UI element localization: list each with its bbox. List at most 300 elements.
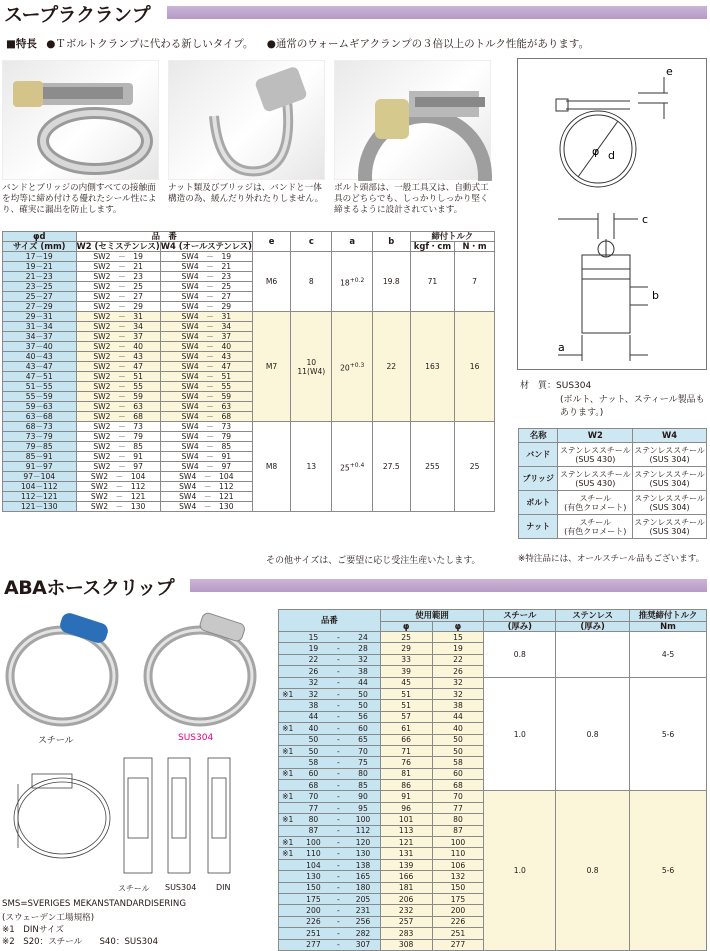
aba-title: ABAホースクリップ bbox=[4, 577, 175, 599]
material-w4-type: ステンレススチール bbox=[634, 469, 705, 479]
feature-2: ●通常のウォームギアクランプの３倍以上のトルク性能があります。 bbox=[266, 38, 590, 50]
aba-steel-label: スチール bbox=[38, 736, 74, 746]
material-w4 bbox=[633, 491, 707, 515]
w2-cell: SW2 － 97 bbox=[76, 462, 160, 472]
material-w2-spec: (有色クロメート) bbox=[564, 502, 627, 512]
aba-dash-cell: - bbox=[330, 928, 346, 939]
aba-from-cell: 200 bbox=[296, 905, 330, 916]
aba-dash-cell: - bbox=[330, 802, 346, 813]
aba-min-cell: 277 bbox=[432, 939, 484, 950]
aba-dash-cell: - bbox=[330, 882, 346, 893]
clamp-photo-1 bbox=[2, 60, 159, 180]
aba-min-cell: 38 bbox=[432, 700, 484, 711]
photo-caption-3: ボルト頭部は、一般工具又は、自動式工具のどちらでも、しっかりしっかり堅く締まるように設計されています。 bbox=[334, 183, 489, 215]
aba-dash-cell: - bbox=[330, 859, 346, 870]
aba-from-cell: 32 bbox=[296, 677, 330, 688]
aba-to-cell: 231 bbox=[346, 905, 380, 916]
aba-dash-cell: - bbox=[330, 723, 346, 734]
aba-from-cell: 38 bbox=[296, 700, 330, 711]
size-cell: 43－47 bbox=[3, 362, 77, 372]
w2-cell: SW2 － 59 bbox=[76, 392, 160, 402]
w2-cell: SW2 － 73 bbox=[76, 422, 160, 432]
aba-to-cell: 95 bbox=[346, 802, 380, 813]
a-tolerance: +0.3 bbox=[349, 361, 365, 369]
material-name: ボルト bbox=[519, 491, 558, 515]
supra-spec-table bbox=[2, 231, 495, 512]
aba-from-cell: 50 bbox=[296, 734, 330, 745]
aba-mark-cell bbox=[279, 666, 297, 677]
aba-table-row bbox=[279, 677, 707, 688]
aba-min-cell: 40 bbox=[432, 723, 484, 734]
aba-max-cell: 232 bbox=[380, 905, 432, 916]
supra-table-row bbox=[3, 422, 495, 432]
aba-mark-cell: ※1 bbox=[279, 768, 297, 779]
dim-c-label: c bbox=[642, 213, 649, 226]
aba-max-cell: 308 bbox=[380, 939, 432, 950]
size-cell: 25－27 bbox=[3, 292, 77, 302]
a-cell bbox=[332, 312, 373, 422]
clamp-diagram-icon bbox=[518, 59, 708, 371]
w4-cell: SW4 － 29 bbox=[160, 302, 252, 312]
aba-from-cell: 44 bbox=[296, 711, 330, 722]
aba-max-cell: 283 bbox=[380, 928, 432, 939]
aba-to-cell: 138 bbox=[346, 859, 380, 870]
material-w4-type: ステンレススチール bbox=[634, 493, 705, 503]
aba-min-cell: 32 bbox=[432, 677, 484, 688]
w2-cell: SW2 － 40 bbox=[76, 342, 160, 352]
aba-from-cell: 87 bbox=[296, 825, 330, 836]
aba-to-cell: 120 bbox=[346, 837, 380, 848]
supra-footnote: その他サイズは、ご要望に応じ受注生産いたします。 bbox=[266, 556, 481, 566]
aba-steel-header: スチール bbox=[484, 610, 556, 622]
bridge-image-icon bbox=[169, 61, 326, 181]
aba-max-cell: 101 bbox=[380, 814, 432, 825]
aba-max-cell: 61 bbox=[380, 723, 432, 734]
size-cell: 34－37 bbox=[3, 332, 77, 342]
a-cell bbox=[332, 422, 373, 512]
aba-min-cell: 251 bbox=[432, 928, 484, 939]
size-cell: 31－34 bbox=[3, 322, 77, 332]
size-cell: 85－91 bbox=[3, 452, 77, 462]
aba-mark-cell bbox=[279, 928, 297, 939]
w2-cell: SW2 － 55 bbox=[76, 382, 160, 392]
size-cell: 40－43 bbox=[3, 352, 77, 362]
c-cell bbox=[291, 312, 332, 422]
w2-cell: SW2 － 47 bbox=[76, 362, 160, 372]
aba-min-cell: 32 bbox=[432, 688, 484, 699]
aba-drawing-din-label: DIN bbox=[216, 883, 231, 892]
aba-min-cell: 15 bbox=[432, 632, 484, 643]
aba-mark-cell bbox=[279, 654, 297, 665]
w4-cell: SW4 － 68 bbox=[160, 412, 252, 422]
aba-phi-max-header: φ bbox=[380, 622, 432, 632]
aba-dash-cell: - bbox=[330, 893, 346, 904]
aba-mark-cell bbox=[279, 905, 297, 916]
material-w2-type: ステンレススチール bbox=[559, 445, 631, 455]
w4-cell: SW4 － 19 bbox=[160, 252, 252, 262]
w2-cell: SW2 － 21 bbox=[76, 262, 160, 272]
material-note-1: (ボルト、ナット、スティール製品も bbox=[560, 395, 705, 405]
aba-stainless-cell: 0.8 bbox=[556, 791, 630, 950]
w4-cell: SW4 － 23 bbox=[160, 272, 252, 282]
size-cell: 17－19 bbox=[3, 252, 77, 262]
aba-sus-photo bbox=[140, 600, 268, 730]
c-value-w4: 11(W4) bbox=[297, 366, 326, 376]
aba-to-cell: 90 bbox=[346, 791, 380, 802]
aba-mark-cell: ※1 bbox=[279, 837, 297, 848]
aba-max-cell: 181 bbox=[380, 882, 432, 893]
aba-dash-cell: - bbox=[330, 780, 346, 791]
clamp-image-icon bbox=[3, 61, 160, 181]
material-row bbox=[519, 515, 707, 539]
aba-min-cell: 77 bbox=[432, 802, 484, 813]
material-w2-spec: (有色クロメート) bbox=[564, 526, 627, 536]
aba-dash-cell: - bbox=[330, 700, 346, 711]
a-header: a bbox=[332, 232, 373, 252]
aba-max-cell: 139 bbox=[380, 859, 432, 870]
aba-dash-cell: - bbox=[330, 666, 346, 677]
aba-dash-cell: - bbox=[330, 871, 346, 882]
aba-table-row bbox=[279, 791, 707, 802]
nm-header: N・m bbox=[455, 242, 495, 252]
material-w2 bbox=[558, 515, 633, 539]
material-table-note: ※特注品には、オールスチール品もございます。 bbox=[518, 554, 705, 564]
w2-cell: SW2 － 29 bbox=[76, 302, 160, 312]
size-cell: 104－112 bbox=[3, 482, 77, 492]
aba-dash-cell: - bbox=[330, 825, 346, 836]
a-value: 20 bbox=[340, 363, 350, 373]
aba-max-cell: 91 bbox=[380, 791, 432, 802]
material-w2-type: ステンレススチール bbox=[559, 469, 631, 479]
aba-drawing bbox=[2, 748, 272, 888]
w4-cell: SW4 － 85 bbox=[160, 442, 252, 452]
b-cell: 19.8 bbox=[373, 252, 411, 312]
w4-cell: SW4 － 59 bbox=[160, 392, 252, 402]
aba-dash-cell: - bbox=[330, 632, 346, 643]
aba-to-cell: 85 bbox=[346, 780, 380, 791]
aba-mark-cell: ※1 bbox=[279, 791, 297, 802]
aba-to-cell: 38 bbox=[346, 666, 380, 677]
material-w2-type: スチール bbox=[579, 493, 612, 503]
aba-stainless-cell bbox=[556, 632, 630, 678]
mt-header-name: 名称 bbox=[519, 429, 558, 443]
aba-dash-cell: - bbox=[330, 734, 346, 745]
aba-dash-cell: - bbox=[330, 814, 346, 825]
aba-dash-cell: - bbox=[330, 791, 346, 802]
aba-mark-cell bbox=[279, 825, 297, 836]
torque-header: 締付トルク bbox=[410, 232, 494, 242]
c-cell bbox=[291, 422, 332, 512]
aba-to-cell: 180 bbox=[346, 882, 380, 893]
w2-cell: SW2 － 19 bbox=[76, 252, 160, 262]
aba-from-cell: 175 bbox=[296, 893, 330, 904]
hose-clip-drawing-icon bbox=[2, 748, 272, 888]
a-cell bbox=[332, 252, 373, 312]
aba-to-cell: 44 bbox=[346, 677, 380, 688]
size-cell: 59－63 bbox=[3, 402, 77, 412]
supra-dimension-diagram bbox=[517, 58, 707, 370]
w2-cell: SW2 － 37 bbox=[76, 332, 160, 342]
c-cell bbox=[291, 252, 332, 312]
size-cell: 121－130 bbox=[3, 502, 77, 512]
aba-max-cell: 76 bbox=[380, 757, 432, 768]
aba-min-cell: 60 bbox=[432, 768, 484, 779]
size-cell: 79－85 bbox=[3, 442, 77, 452]
aba-max-cell: 96 bbox=[380, 802, 432, 813]
size-cell: 112－121 bbox=[3, 492, 77, 502]
dim-e-label: e bbox=[666, 65, 673, 78]
w2-cell: SW2 － 121 bbox=[76, 492, 160, 502]
size-cell: 68－73 bbox=[3, 422, 77, 432]
aba-min-cell: 150 bbox=[432, 882, 484, 893]
a-value: 18 bbox=[340, 278, 350, 288]
aba-max-cell: 81 bbox=[380, 768, 432, 779]
size-cell: 29－31 bbox=[3, 312, 77, 322]
w4-cell: SW4 － 25 bbox=[160, 282, 252, 292]
aba-max-cell: 51 bbox=[380, 700, 432, 711]
aba-dash-cell: - bbox=[330, 745, 346, 756]
material-w4-type: ステンレススチール bbox=[634, 517, 705, 527]
size-cell: 97－104 bbox=[3, 472, 77, 482]
aba-max-cell: 25 bbox=[380, 632, 432, 643]
w4-cell: SW4 － 97 bbox=[160, 462, 252, 472]
feature-1: ●Ｔボルトクランプに代わる新しいタイプ。 bbox=[46, 38, 254, 50]
aba-min-cell: 106 bbox=[432, 859, 484, 870]
aba-max-cell: 71 bbox=[380, 745, 432, 756]
aba-max-cell: 29 bbox=[380, 643, 432, 654]
material-w2 bbox=[558, 491, 633, 515]
c-value: 10 bbox=[306, 357, 317, 367]
aba-max-cell: 57 bbox=[380, 711, 432, 722]
w2-cell: SW2 － 25 bbox=[76, 282, 160, 292]
e-cell: M6 bbox=[252, 252, 290, 312]
e-header: e bbox=[252, 232, 290, 252]
photo-caption-1: バンドとブリッジの内側すべての接触面を均等に締め付ける優れたシール性により、確実に漏出を防止します。 bbox=[2, 183, 157, 215]
w4-cell: SW4 － 40 bbox=[160, 342, 252, 352]
material-w4-spec: (SUS 304) bbox=[649, 454, 690, 464]
aba-note-3: ※1 DINサイズ bbox=[2, 925, 64, 935]
aba-min-cell: 132 bbox=[432, 871, 484, 882]
aba-dash-cell: - bbox=[330, 905, 346, 916]
supra-clamp-title: スープラクランプ bbox=[4, 4, 151, 26]
aba-range-header: 使用範囲 bbox=[380, 610, 484, 622]
aba-mark-cell: ※1 bbox=[279, 723, 297, 734]
w4-header: W4 (オールステンレス) bbox=[160, 241, 252, 251]
phi-d-header: φd bbox=[3, 232, 77, 242]
aba-to-cell: 112 bbox=[346, 825, 380, 836]
aba-to-cell: 70 bbox=[346, 745, 380, 756]
material-name: バンド bbox=[519, 443, 558, 467]
w4-cell: SW4 － 55 bbox=[160, 382, 252, 392]
aba-min-cell: 26 bbox=[432, 666, 484, 677]
material-w4 bbox=[633, 515, 707, 539]
aba-max-cell: 166 bbox=[380, 871, 432, 882]
w2-cell: SW2 － 23 bbox=[76, 272, 160, 282]
mt-header-w2: W2 bbox=[558, 429, 633, 443]
aba-from-cell: 15 bbox=[296, 632, 330, 643]
w4-cell: SW4 － 73 bbox=[160, 422, 252, 432]
aba-table-row bbox=[279, 632, 707, 643]
nm-cell: 7 bbox=[455, 252, 495, 312]
aba-stainless-sub: (厚み) bbox=[556, 622, 630, 632]
a-value: 25 bbox=[340, 463, 350, 473]
aba-from-cell: 130 bbox=[296, 871, 330, 882]
aba-to-cell: 256 bbox=[346, 916, 380, 927]
w2-cell: SW2 － 91 bbox=[76, 452, 160, 462]
hose-clip-sus-icon bbox=[140, 600, 268, 730]
aba-mark-cell: ※1 bbox=[279, 745, 297, 756]
aba-from-cell: 226 bbox=[296, 916, 330, 927]
aba-mark-cell bbox=[279, 677, 297, 688]
aba-max-cell: 51 bbox=[380, 688, 432, 699]
aba-drawing-steel-label: スチール bbox=[118, 884, 150, 893]
aba-dash-cell: - bbox=[330, 837, 346, 848]
aba-from-cell: 277 bbox=[296, 939, 330, 950]
w4-cell: SW4 － 47 bbox=[160, 362, 252, 372]
material-w2-spec: (SUS 430) bbox=[575, 478, 616, 488]
w4-cell: SW4 － 31 bbox=[160, 312, 252, 322]
aba-to-cell: 130 bbox=[346, 848, 380, 859]
w4-cell: SW4 － 51 bbox=[160, 372, 252, 382]
aba-mark-cell bbox=[279, 871, 297, 882]
w4-cell: SW4 － 43 bbox=[160, 352, 252, 362]
w2-cell: SW2 － 79 bbox=[76, 432, 160, 442]
aba-mark-cell: ※1 bbox=[279, 848, 297, 859]
aba-mark-cell bbox=[279, 882, 297, 893]
aba-min-cell: 80 bbox=[432, 814, 484, 825]
w4-cell: SW4 － 130 bbox=[160, 502, 252, 512]
size-cell: 51－55 bbox=[3, 382, 77, 392]
aba-dash-cell: - bbox=[330, 654, 346, 665]
aba-mark-cell bbox=[279, 939, 297, 950]
aba-note-1: SMS=SVERIGES MEKANSTANDARDISERING bbox=[2, 899, 186, 909]
aba-drawing-sus-label: SUS304 bbox=[165, 883, 197, 892]
aba-note-2: (スウェーデン工場規格) bbox=[2, 913, 95, 923]
w4-cell: SW4 － 104 bbox=[160, 472, 252, 482]
w2-cell: SW2 － 27 bbox=[76, 292, 160, 302]
dim-d-label: d bbox=[608, 149, 615, 162]
material-w2 bbox=[558, 443, 633, 467]
photo-caption-2: ナット類及びブリッジは、バンドと一体構造の為、緩んだり外れたりしません。 bbox=[168, 183, 324, 204]
aba-dash-cell: - bbox=[330, 916, 346, 927]
aba-from-cell: 77 bbox=[296, 802, 330, 813]
aba-min-cell: 87 bbox=[432, 825, 484, 836]
aba-hinban-header: 品番 bbox=[279, 610, 381, 632]
aba-steel-cell: 1.0 bbox=[484, 791, 556, 950]
aba-phi-min-header: φ bbox=[432, 622, 484, 632]
aba-stainless-cell: 0.8 bbox=[556, 677, 630, 791]
aba-min-cell: 100 bbox=[432, 837, 484, 848]
material-name: ナット bbox=[519, 515, 558, 539]
size-cell: 63－68 bbox=[3, 412, 77, 422]
features-line bbox=[6, 36, 589, 51]
aba-from-cell: 50 bbox=[296, 745, 330, 756]
clamp-photo-2 bbox=[168, 60, 325, 180]
material-w2 bbox=[558, 467, 633, 491]
b-header: b bbox=[373, 232, 411, 252]
aba-min-cell: 22 bbox=[432, 654, 484, 665]
a-tolerance: +0.2 bbox=[349, 276, 365, 284]
aba-min-cell: 50 bbox=[432, 745, 484, 756]
aba-from-cell: 40 bbox=[296, 723, 330, 734]
aba-to-cell: 75 bbox=[346, 757, 380, 768]
aba-to-cell: 282 bbox=[346, 928, 380, 939]
aba-sus-label: SUS304 bbox=[178, 733, 214, 743]
aba-min-cell: 19 bbox=[432, 643, 484, 654]
aba-to-cell: 32 bbox=[346, 654, 380, 665]
kgf-cell: 163 bbox=[410, 312, 455, 422]
aba-max-cell: 206 bbox=[380, 893, 432, 904]
aba-from-cell: 251 bbox=[296, 928, 330, 939]
aba-steel-cell: 0.8 bbox=[484, 632, 556, 678]
aba-from-cell: 104 bbox=[296, 859, 330, 870]
hinban-header: 品 番 bbox=[76, 232, 252, 242]
material-w4-spec: (SUS 304) bbox=[649, 526, 690, 536]
aba-min-cell: 175 bbox=[432, 893, 484, 904]
material-value: SUS304 bbox=[556, 381, 592, 391]
aba-to-cell: 65 bbox=[346, 734, 380, 745]
size-cell: 47－51 bbox=[3, 372, 77, 382]
aba-dash-cell: - bbox=[330, 643, 346, 654]
w2-cell: SW2 － 130 bbox=[76, 502, 160, 512]
material-table bbox=[518, 428, 707, 539]
w4-cell: SW4 － 63 bbox=[160, 402, 252, 412]
aba-to-cell: 50 bbox=[346, 688, 380, 699]
w4-cell: SW4 － 79 bbox=[160, 432, 252, 442]
aba-dash-cell: - bbox=[330, 757, 346, 768]
w2-cell: SW2 － 51 bbox=[76, 372, 160, 382]
aba-to-cell: 50 bbox=[346, 700, 380, 711]
w2-cell: SW2 － 85 bbox=[76, 442, 160, 452]
bolt-image-icon bbox=[335, 61, 492, 181]
w2-cell: SW2 － 63 bbox=[76, 402, 160, 412]
w2-cell: SW2 － 43 bbox=[76, 352, 160, 362]
a-tolerance: +0.4 bbox=[349, 461, 365, 469]
c-header: c bbox=[291, 232, 332, 252]
aba-from-cell: 100 bbox=[296, 837, 330, 848]
aba-from-cell: 68 bbox=[296, 780, 330, 791]
aba-max-cell: 257 bbox=[380, 916, 432, 927]
aba-min-cell: 58 bbox=[432, 757, 484, 768]
aba-min-cell: 200 bbox=[432, 905, 484, 916]
aba-min-cell: 44 bbox=[432, 711, 484, 722]
w4-cell: SW4 － 37 bbox=[160, 332, 252, 342]
aba-torque-cell: 5-6 bbox=[630, 677, 707, 791]
supra-table-row bbox=[3, 252, 495, 262]
aba-spec-table bbox=[278, 609, 707, 951]
w4-cell: SW4 － 112 bbox=[160, 482, 252, 492]
aba-steel-sub: (厚み) bbox=[484, 622, 556, 632]
mt-header-w4: W4 bbox=[633, 429, 707, 443]
size-cell: 55－59 bbox=[3, 392, 77, 402]
aba-from-cell: 150 bbox=[296, 882, 330, 893]
supra-table-row bbox=[3, 312, 495, 322]
aba-to-cell: 28 bbox=[346, 643, 380, 654]
aba-dash-cell: - bbox=[330, 677, 346, 688]
w2-header: W2 (セミステンレス) bbox=[76, 241, 160, 251]
aba-mark-cell bbox=[279, 802, 297, 813]
aba-min-cell: 68 bbox=[432, 780, 484, 791]
material-row bbox=[519, 443, 707, 467]
size-cell: 21－23 bbox=[3, 272, 77, 282]
aba-max-cell: 113 bbox=[380, 825, 432, 836]
c-value: 13 bbox=[306, 462, 317, 471]
aba-torque-header: 推奨締付トルク bbox=[630, 610, 707, 622]
material-w4 bbox=[633, 467, 707, 491]
size-cell: 37－40 bbox=[3, 342, 77, 352]
material-w4-spec: (SUS 304) bbox=[649, 502, 690, 512]
aba-to-cell: 307 bbox=[346, 939, 380, 950]
